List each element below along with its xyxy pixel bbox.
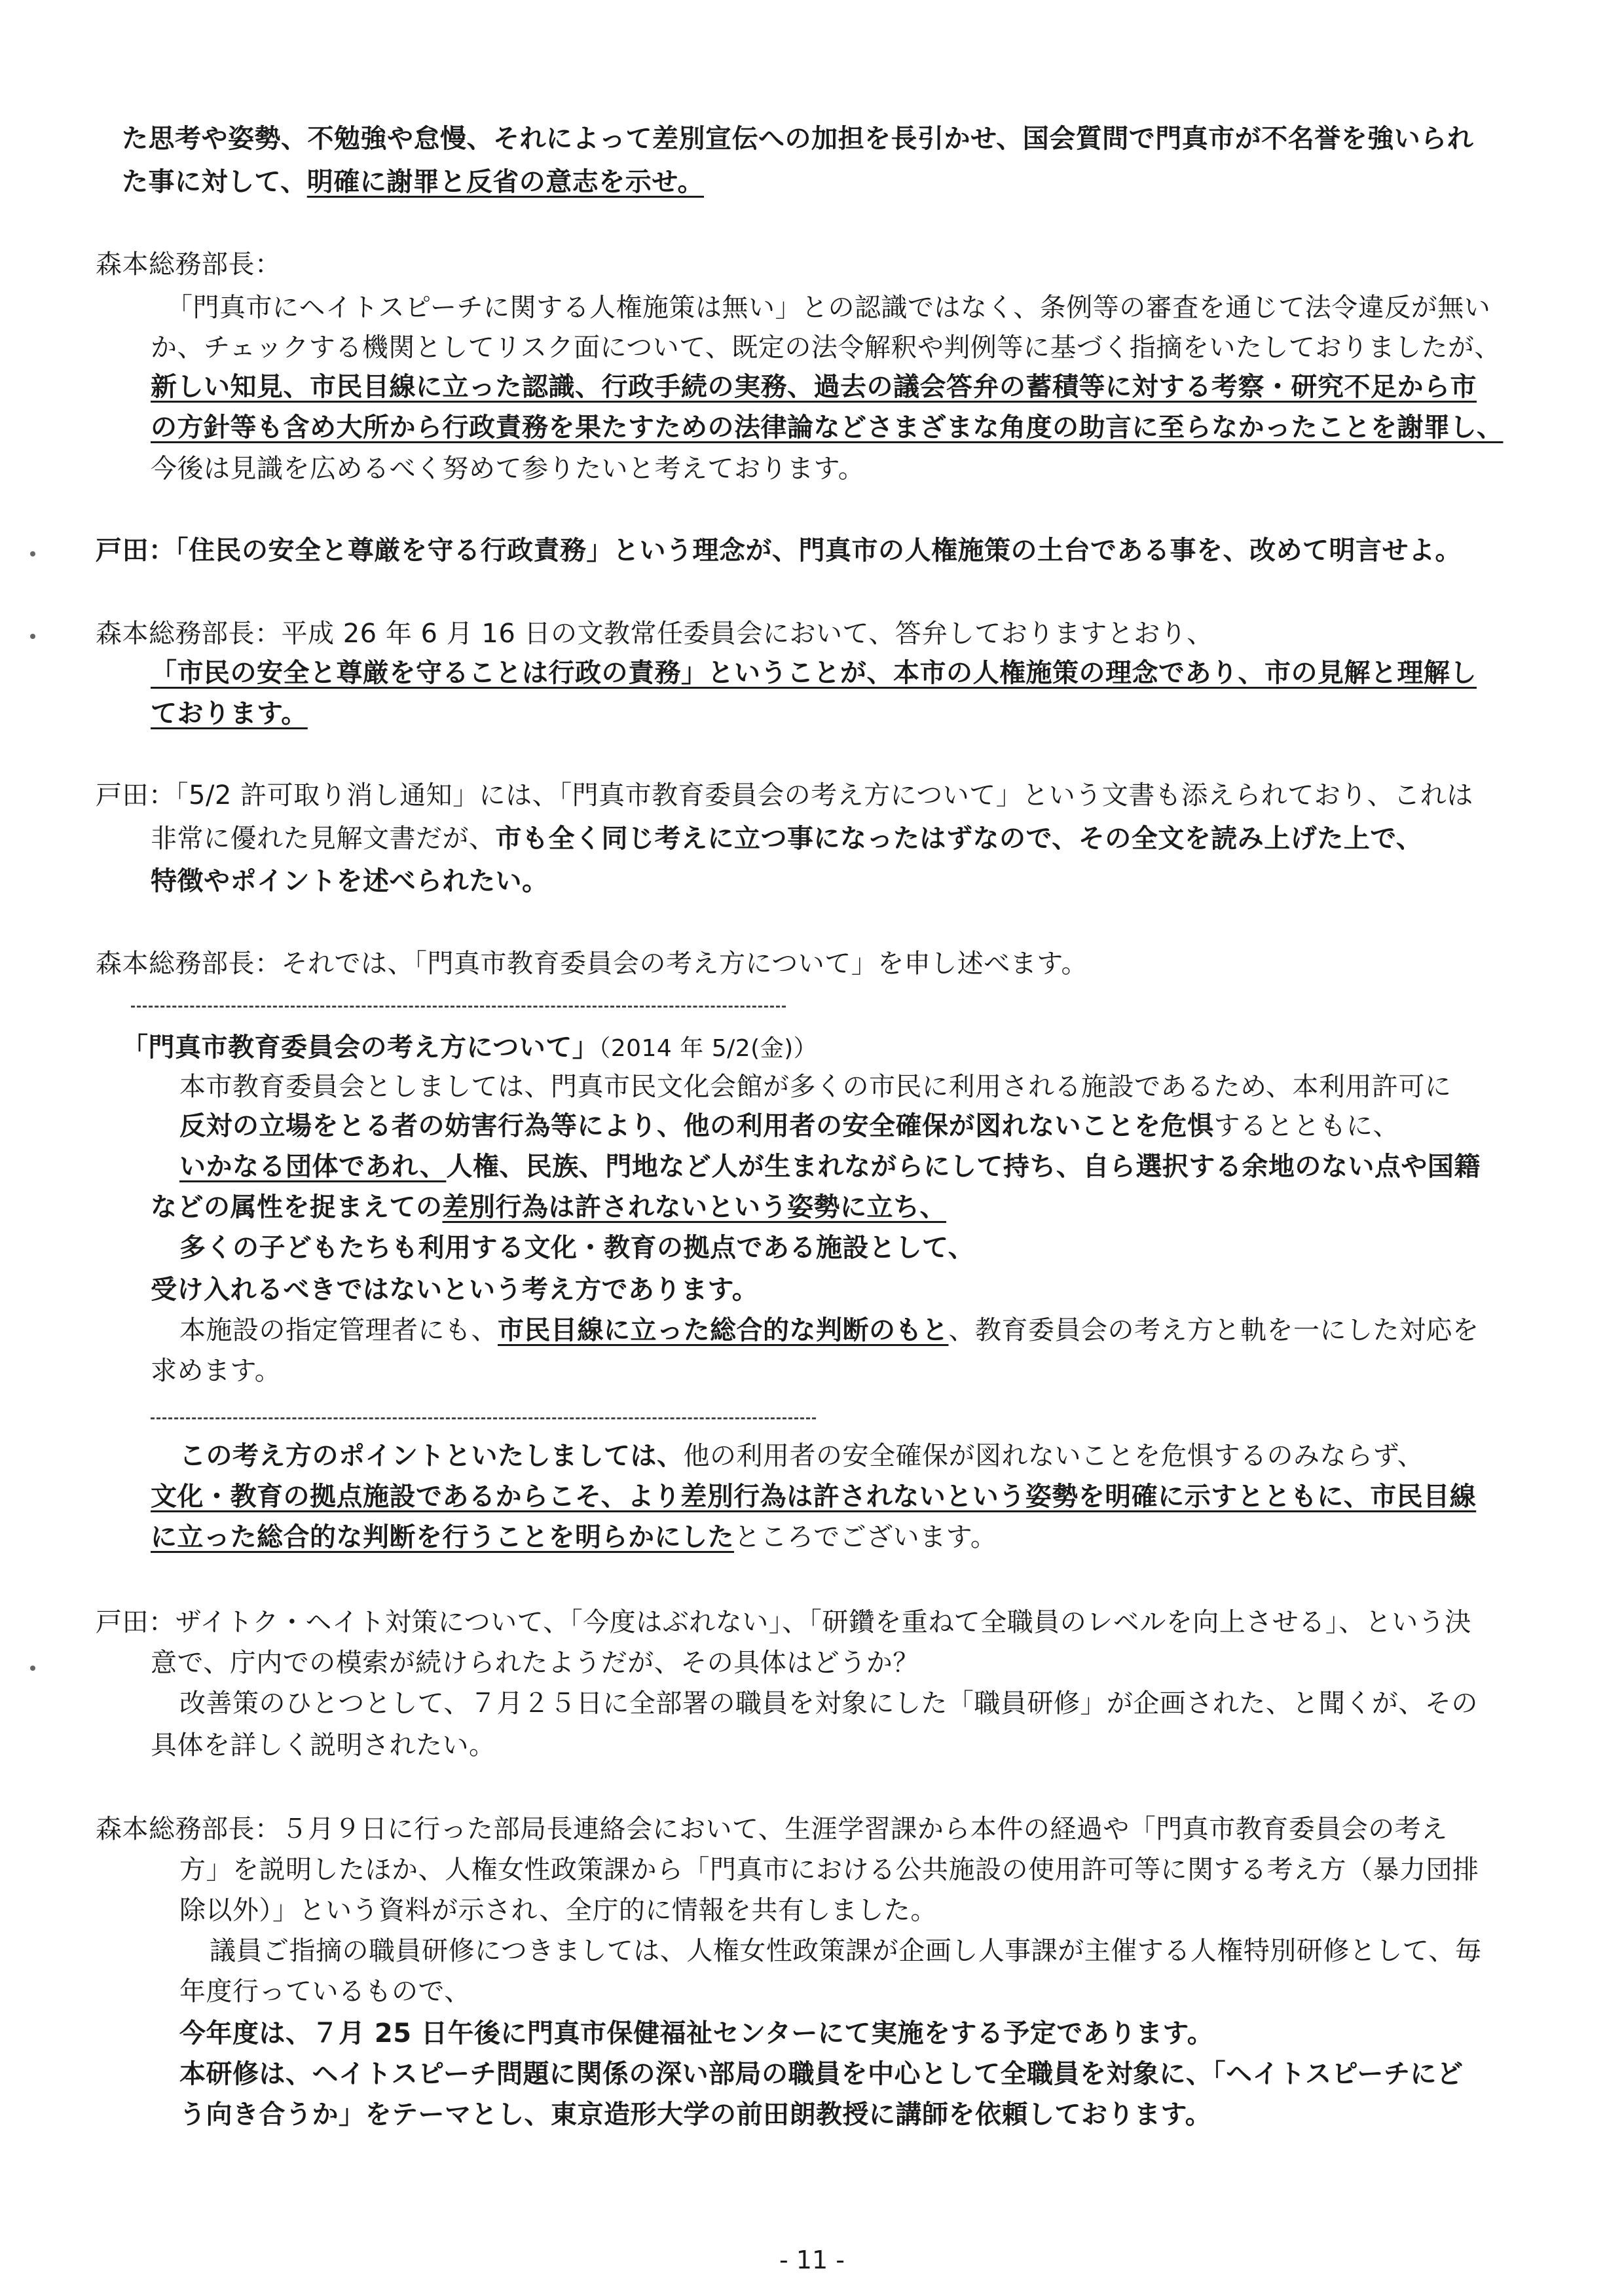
text-line: 特徴やポイントを述べられたい。	[151, 866, 549, 896]
text-line: 方」を説明したほか、人権女性政策課から「門真市における公共施設の使用許可等に関する考え方（暴力団排	[179, 1855, 1479, 1885]
underlined-text: 明確に謝罪と反省の意志を示せ。	[306, 167, 705, 197]
text-line: 求めます。	[151, 1356, 282, 1386]
text-line: 今後は見識を広めるべく努めて参りたいと考えております。	[151, 454, 865, 484]
underlined-text: 差別行為は許されないという姿勢に立ち、	[442, 1192, 946, 1222]
text-line: 今年度は、７月 25 日午後に門真市保健福祉センターにて実施をする予定であります。	[179, 2018, 1214, 2049]
speaker-label: 森本総務部長：	[96, 249, 282, 280]
scan-mark	[30, 634, 35, 639]
underlined-text: いかなる団体であれ、	[179, 1152, 447, 1182]
text-span: 、教育委員会の考え方と軌を一にした対応を	[948, 1315, 1479, 1345]
text-line: 議員ご指摘の職員研修につきましては、人権女性政策課が企画し人事課が主催する人権特別研修として、毎	[210, 1936, 1482, 1966]
text-line: 意で、庁内での模索が続けられたようだが、その具体はどうか？	[151, 1648, 919, 1678]
text-line: 森本総務部長：平成 26 年 6 月 16 日の文教常任委員会において、答弁しておりますとおり、	[96, 619, 1213, 649]
text-line: 多くの子どもたちも利用する文化・教育の拠点である施設として、	[179, 1233, 975, 1263]
text-line: 本市教育委員会としましては、門真市民文化会館が多くの市民に利用される施設であるため、本利用許可に	[179, 1072, 1452, 1102]
text-line: 森本総務部長：５月９日に行った部局長連絡会において、生涯学習課から本件の経過や「門真市教育委員会の考え	[96, 1814, 1448, 1844]
text-line	[179, 1108, 1399, 1144]
text-line: 森本総務部長：それでは、「門真市教育委員会の考え方について」を申し述べます。	[96, 949, 1088, 979]
text-line	[179, 1148, 1481, 1185]
text-line	[179, 1312, 1479, 1349]
bold-text: この考え方のポイントといたしましては、	[179, 1441, 684, 1471]
text-line: 除以外）」という資料が示され、全庁的に情報を共有しました。	[179, 1895, 937, 1925]
underlined-text: 新しい知見、市民目線に立った認識、行政手続の実務、過去の議会答弁の蓄積等に対する考察・研究不足から市	[151, 372, 1477, 402]
underlined-text: 「市民の安全と尊厳を守ることは行政の責務」ということが、本市の人権施策の理念であり、市の見解と理解し	[151, 658, 1477, 688]
text-line: 具体を詳しく説明されたい。	[151, 1730, 496, 1760]
underlined-text: 市民目線に立った総合的な判断のもと	[498, 1315, 949, 1345]
text-line: 年度行っているもので、	[179, 1977, 471, 2007]
dashed-separator	[131, 1006, 786, 1008]
text-line	[179, 1438, 1424, 1474]
dashed-separator	[151, 1417, 816, 1419]
text-line: た思考や姿勢、不勉強や怠慢、それによって差別宣伝への加担を長引かせ、国会質問で門真市が不名誉を強いられ	[122, 124, 1474, 154]
text-line: か、チェックする機関としてリスク面について、既定の法令解釈や判例等に基づく指摘をいたしておりましたが、	[151, 333, 1501, 363]
text-line: 本研修は、ヘイトスピーチ問題に関係の深い部局の職員を中心として全職員を対象に、「ヘイトスピーチにど	[179, 2059, 1464, 2089]
text-line: 「門真市にヘイトスピーチに関する人権施策は無い」との認識ではなく、条例等の審査を通じて法令違反が無い	[166, 293, 1491, 323]
text-line: 改善策のひとつとして、７月２５日に全部署の職員を対象にした「職員研修」が企画された、と聞くが、その	[179, 1688, 1478, 1719]
bold-text: 人権、民族、門地など人が生まれながらにして持ち、自ら選択する余地のない点や国籍	[446, 1152, 1481, 1182]
text-line	[151, 1189, 946, 1226]
text-line	[151, 1519, 997, 1556]
underlined-text: ております。	[151, 699, 308, 729]
text-span: 他の利用者の安全確保が図れないことを危惧するのみならず、	[683, 1441, 1424, 1471]
text-line: 戸田：「5/2 許可取り消し通知」には、「門真市教育委員会の考え方について」という文書も添えられており、これは	[96, 780, 1473, 811]
underlined-text: に立った総合的な判断を行うことを明らかにした	[151, 1522, 734, 1552]
scan-mark	[30, 551, 35, 556]
scan-mark	[30, 1666, 35, 1671]
bold-text: 市も全く同じ考えに立つ事になったはずなので、その全文を読み上げた上で、	[495, 824, 1423, 854]
text-line: 戸田：「住民の安全と尊厳を守る行政責務」という理念が、門真市の人権施策の土台である事を、改めて明言せよ。	[96, 536, 1462, 566]
text-span: 非常に優れた見解文書だが、	[151, 824, 496, 854]
quote-title-line	[122, 1029, 817, 1067]
text-line: 戸田：ザイトク・ヘイト対策について、「今度はぶれない」、「研鑽を重ねて全職員のレベルを向上させる」、という決	[96, 1607, 1471, 1637]
text-line: う向き合うか」をテーマとし、東京造形大学の前田朗教授に講師を依頼しております。	[179, 2100, 1212, 2130]
bold-text: などの属性を捉まえての	[151, 1192, 443, 1222]
underlined-text: 文化・教育の拠点施設であるからこそ、より差別行為は許されないという姿勢を明確に示すとともに、市民目線	[151, 1482, 1477, 1512]
text-line: 受け入れるべきではないという考え方であります。	[151, 1275, 759, 1305]
text-span: た事に対して、	[122, 167, 307, 197]
underlined-text: の方針等も含め大所から行政責務を果たすための法律論などさまざまな角度の助言に至らなかったことを謝罪し、	[151, 412, 1504, 443]
text-line	[151, 820, 1422, 857]
page-number: - 11 -	[779, 2246, 845, 2274]
text-line	[122, 164, 704, 200]
text-span: 本施設の指定管理者にも、	[179, 1315, 498, 1345]
bold-text: 反対の立場をとる者の妨害行為等により、他の利用者の安全確保が図れないことを危惧	[179, 1111, 1214, 1141]
quote-date: （2014 年 5/2(金)）	[599, 1035, 818, 1062]
text-span: するとともに、	[1213, 1111, 1399, 1141]
text-span: ところでございます。	[734, 1522, 997, 1552]
quote-title: 「門真市教育委員会の考え方について」	[122, 1032, 599, 1063]
